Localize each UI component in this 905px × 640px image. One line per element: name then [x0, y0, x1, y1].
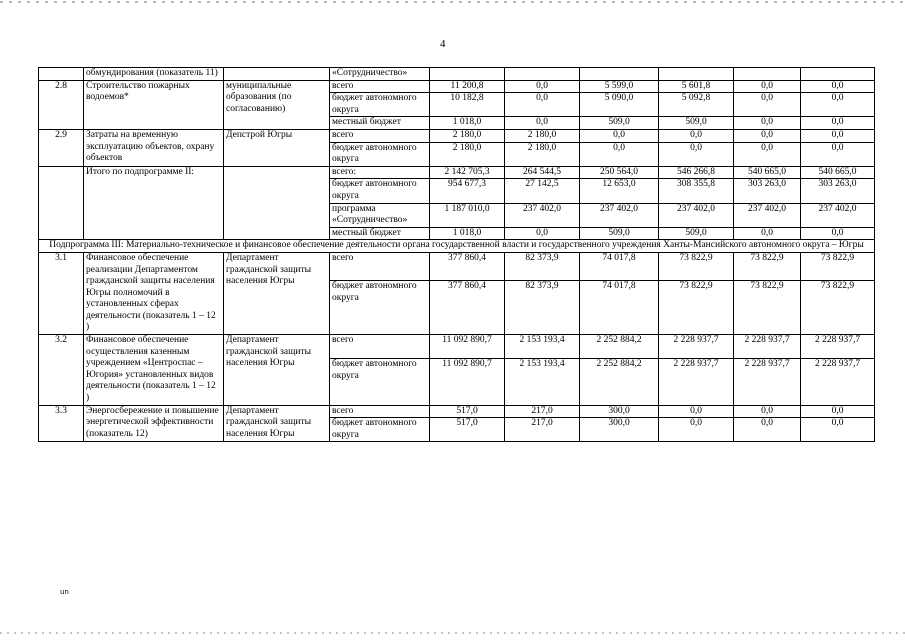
amount-cell [659, 68, 734, 81]
amount-cell: 0,0 [801, 418, 875, 442]
amount-cell: 0,0 [580, 129, 659, 142]
item-name-cell: Затраты на временную эксплуатацию объектов, охрану объектов [84, 129, 224, 166]
amount-cell: 2 142 705,3 [430, 166, 505, 179]
amount-cell: 540 665,0 [801, 166, 875, 179]
amount-cell: 0,0 [734, 142, 801, 166]
executor-cell: муниципальные образования (по согласованию) [224, 80, 330, 129]
amount-cell [580, 68, 659, 81]
table-row [39, 80, 875, 93]
amount-cell: 217,0 [505, 418, 580, 442]
amount-cell: 73 822,9 [734, 252, 801, 280]
table-row [39, 166, 875, 179]
item-name-cell: Строительство пожарных водоемов* [84, 80, 224, 129]
amount-cell: 250 564,0 [580, 166, 659, 179]
item-number-cell: 3.2 [39, 335, 84, 406]
table-body-bottom [39, 252, 875, 442]
executor-cell: Департамент гражданской защиты населения Югры [224, 252, 330, 334]
amount-cell: 0,0 [505, 227, 580, 240]
executor-cell: Департамент гражданской защиты населения Югры [224, 335, 330, 406]
amount-cell: 509,0 [580, 227, 659, 240]
amount-cell: 0,0 [734, 227, 801, 240]
amount-cell: 540 665,0 [734, 166, 801, 179]
amount-cell: 0,0 [801, 93, 875, 117]
item-name-cell: Финансовое обеспечение осуществления казенным учреждением «Центроспас – Югория» установленных видов деятельности (показатель 1 – 12 ) [84, 335, 224, 406]
amount-cell: 10 182,8 [430, 93, 505, 117]
page-number: 4 [440, 38, 446, 50]
amount-cell: 82 373,9 [505, 281, 580, 335]
amount-cell: 73 822,9 [659, 252, 734, 280]
amount-cell: 0,0 [734, 93, 801, 117]
funding-source-cell: программа «Сотрудничество» [330, 203, 430, 227]
amount-cell: 27 142,5 [505, 179, 580, 203]
executor-cell [224, 166, 330, 240]
amount-cell: 5 090,0 [580, 93, 659, 117]
amount-cell: 303 263,0 [801, 179, 875, 203]
funding-source-cell: бюджет автономного округа [330, 179, 430, 203]
amount-cell: 509,0 [659, 117, 734, 130]
funding-source-cell: местный бюджет [330, 117, 430, 130]
item-number-cell [39, 68, 84, 81]
funding-source-cell: всего [330, 252, 430, 280]
amount-cell [734, 68, 801, 81]
amount-cell: 2 180,0 [505, 129, 580, 142]
amount-cell: 11 092 890,7 [430, 335, 505, 359]
amount-cell: 5 601,8 [659, 80, 734, 93]
section-row [39, 240, 875, 253]
amount-cell [505, 68, 580, 81]
table-row [39, 68, 875, 81]
item-number-cell: 3.1 [39, 252, 84, 334]
amount-cell: 0,0 [659, 405, 734, 418]
funding-source-cell: всего [330, 80, 430, 93]
funding-source-cell: бюджет автономного округа [330, 418, 430, 442]
table-row [39, 335, 875, 359]
amount-cell: 0,0 [801, 129, 875, 142]
amount-cell [430, 68, 505, 81]
amount-cell: 0,0 [801, 405, 875, 418]
amount-cell: 0,0 [734, 80, 801, 93]
amount-cell: 0,0 [801, 142, 875, 166]
amount-cell: 5 599,0 [580, 80, 659, 93]
amount-cell: 73 822,9 [801, 281, 875, 335]
amount-cell: 237 402,0 [580, 203, 659, 227]
amount-cell: 0,0 [580, 142, 659, 166]
amount-cell: 237 402,0 [801, 203, 875, 227]
funding-source-cell: бюджет автономного округа [330, 93, 430, 117]
item-name-cell: Итого по подпрограмме II: [84, 166, 224, 240]
executor-cell: Департамент гражданской защиты населения Югры [224, 405, 330, 442]
amount-cell: 217,0 [505, 405, 580, 418]
amount-cell: 237 402,0 [734, 203, 801, 227]
funding-source-cell: местный бюджет [330, 227, 430, 240]
amount-cell: 12 653,0 [580, 179, 659, 203]
amount-cell: 0,0 [734, 405, 801, 418]
amount-cell: 517,0 [430, 405, 505, 418]
amount-cell: 2 228 937,7 [734, 359, 801, 405]
amount-cell: 0,0 [734, 129, 801, 142]
funding-source-cell: «Сотрудничество» [330, 68, 430, 81]
amount-cell: 264 544,5 [505, 166, 580, 179]
amount-cell: 2 180,0 [430, 142, 505, 166]
amount-cell: 11 200,8 [430, 80, 505, 93]
scan-artifact-top [0, 1, 905, 3]
amount-cell: 0,0 [801, 117, 875, 130]
amount-cell: 546 266,8 [659, 166, 734, 179]
amount-cell: 509,0 [659, 227, 734, 240]
item-number-cell [39, 166, 84, 240]
item-number-cell: 3.3 [39, 405, 84, 442]
amount-cell: 0,0 [505, 93, 580, 117]
amount-cell: 509,0 [580, 117, 659, 130]
amount-cell: 303 263,0 [734, 179, 801, 203]
amount-cell: 82 373,9 [505, 252, 580, 280]
item-number-cell: 2.9 [39, 129, 84, 166]
amount-cell: 0,0 [734, 418, 801, 442]
amount-cell: 0,0 [659, 142, 734, 166]
funding-source-cell: всего [330, 405, 430, 418]
amount-cell: 0,0 [505, 117, 580, 130]
amount-cell: 74 017,8 [580, 252, 659, 280]
amount-cell: 2 252 884,2 [580, 359, 659, 405]
amount-cell [801, 68, 875, 81]
amount-cell: 0,0 [801, 80, 875, 93]
table-row [39, 129, 875, 142]
amount-cell: 0,0 [801, 227, 875, 240]
amount-cell: 73 822,9 [734, 281, 801, 335]
amount-cell: 1 018,0 [430, 227, 505, 240]
table-row [39, 252, 875, 280]
table-body-section [39, 240, 875, 253]
amount-cell: 237 402,0 [505, 203, 580, 227]
amount-cell: 377 860,4 [430, 252, 505, 280]
amount-cell: 2 228 937,7 [659, 359, 734, 405]
amount-cell: 300,0 [580, 418, 659, 442]
amount-cell: 2 252 884,2 [580, 335, 659, 359]
amount-cell: 954 677,3 [430, 179, 505, 203]
section-title: Подпрограмма III: Материально-техническое и финансовое обеспечение деятельности органа государственной власти и государственного учреждения Ханты-Мансийского автономного округа – Югры [39, 240, 875, 253]
amount-cell: 2 180,0 [430, 129, 505, 142]
amount-cell: 2 153 193,4 [505, 359, 580, 405]
amount-cell: 2 228 937,7 [801, 359, 875, 405]
amount-cell: 2 228 937,7 [801, 335, 875, 359]
item-name-cell: Энергосбережение и повышение энергетической эффективности (показатель 12) [84, 405, 224, 442]
amount-cell: 0,0 [659, 418, 734, 442]
item-name-cell: обмундирования (показатель 11) [84, 68, 224, 81]
item-number-cell: 2.8 [39, 80, 84, 129]
funding-source-cell: бюджет автономного округа [330, 359, 430, 405]
amount-cell: 1 187 010,0 [430, 203, 505, 227]
amount-cell: 11 092 890,7 [430, 359, 505, 405]
scan-artifact-bottom [0, 632, 905, 634]
amount-cell: 0,0 [734, 117, 801, 130]
amount-cell: 2 228 937,7 [734, 335, 801, 359]
amount-cell: 1 018,0 [430, 117, 505, 130]
table-row [39, 405, 875, 418]
footer-mark: un [60, 588, 69, 596]
funding-source-cell: всего [330, 335, 430, 359]
amount-cell: 73 822,9 [659, 281, 734, 335]
budget-table [38, 67, 875, 442]
executor-cell [224, 68, 330, 81]
funding-source-cell: всего: [330, 166, 430, 179]
amount-cell: 2 153 193,4 [505, 335, 580, 359]
amount-cell: 300,0 [580, 405, 659, 418]
funding-source-cell: бюджет автономного округа [330, 281, 430, 335]
item-name-cell: Финансовое обеспечение реализации Департаментом гражданской защиты населения Югры полномочий в установленных сферах деятельности (показатель 1 – 12 ) [84, 252, 224, 334]
amount-cell: 5 092,8 [659, 93, 734, 117]
executor-cell: Депстрой Югры [224, 129, 330, 166]
table-body-top [39, 68, 875, 240]
funding-source-cell: бюджет автономного округа [330, 142, 430, 166]
amount-cell: 308 355,8 [659, 179, 734, 203]
amount-cell: 237 402,0 [659, 203, 734, 227]
amount-cell: 0,0 [659, 129, 734, 142]
amount-cell: 2 180,0 [505, 142, 580, 166]
amount-cell: 74 017,8 [580, 281, 659, 335]
amount-cell: 73 822,9 [801, 252, 875, 280]
amount-cell: 377 860,4 [430, 281, 505, 335]
amount-cell: 517,0 [430, 418, 505, 442]
funding-source-cell: всего [330, 129, 430, 142]
amount-cell: 2 228 937,7 [659, 335, 734, 359]
amount-cell: 0,0 [505, 80, 580, 93]
